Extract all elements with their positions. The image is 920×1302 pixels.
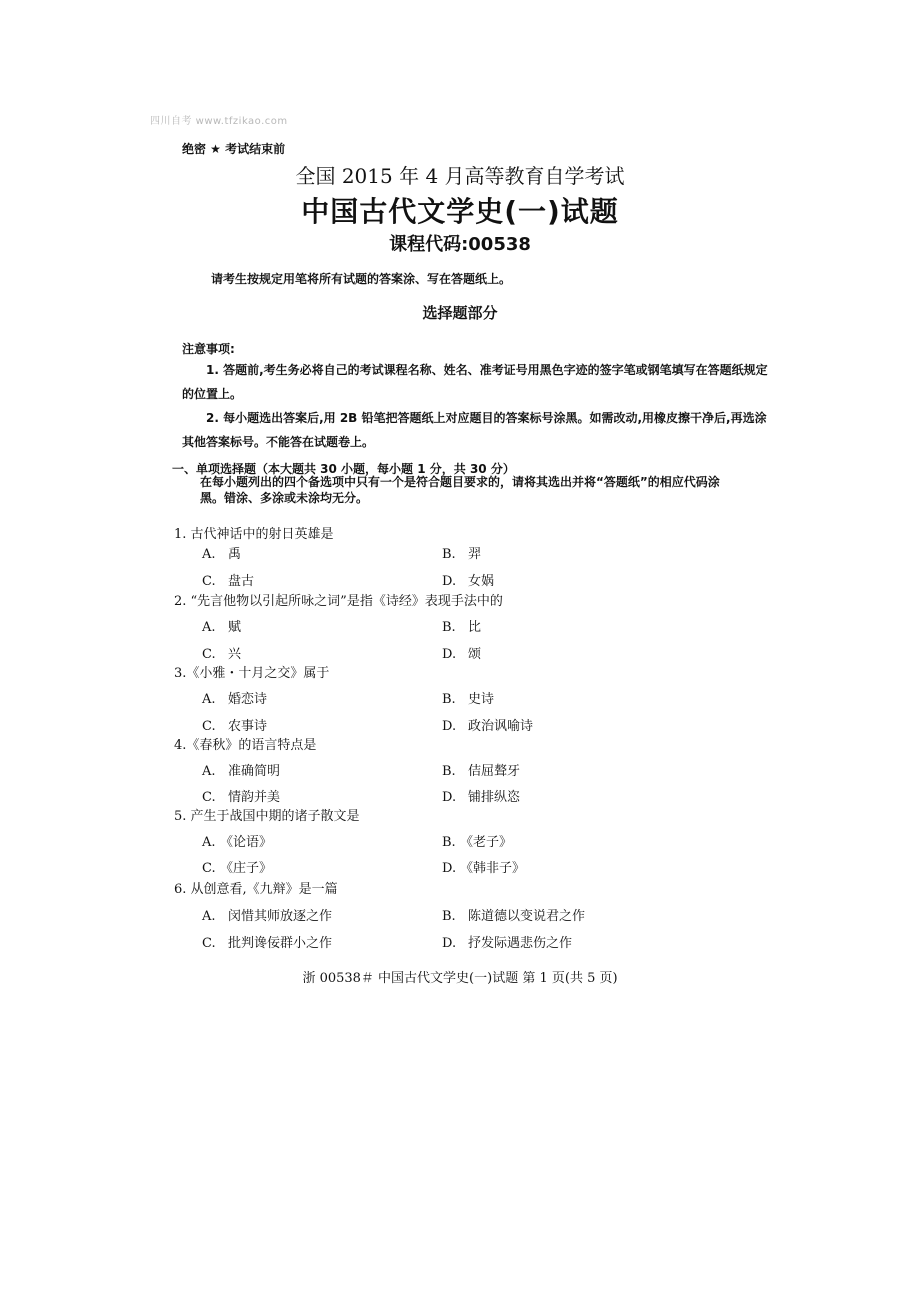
option-text: 陈道德以变说君之作 xyxy=(468,909,586,924)
question-stem: 1. 古代神话中的射日英雄是 xyxy=(174,527,334,542)
part-title: 一、单项选择题（本大题共 30 小题，每小题 1 分，共 30 分） xyxy=(172,462,515,476)
notes-title: 注意事项: xyxy=(182,342,235,356)
exam-title: 全国 2015 年 4 月高等教育自学考试 xyxy=(295,164,625,188)
option-text: 情韵并美 xyxy=(228,790,281,805)
question-stem: 5. 产生于战国中期的诸子散文是 xyxy=(174,809,360,824)
option-c xyxy=(202,643,241,662)
option-text: 《韩非子》 xyxy=(460,861,526,876)
option-label: B. xyxy=(442,620,456,635)
question-stem: 6. 从创意看,《九辩》是一篇 xyxy=(174,882,338,897)
option-text: 批判谗佞群小之作 xyxy=(228,936,333,951)
option-text: 农事诗 xyxy=(228,719,268,734)
option-label: B. xyxy=(442,547,456,562)
option-label: C. xyxy=(202,936,216,951)
option-label: A. xyxy=(202,692,216,707)
page-footer: 浙 00538＃ 中国古代文学史(一)试题 第 1 页(共 5 页) xyxy=(302,971,618,986)
option-text: 禹 xyxy=(228,547,242,562)
option-c xyxy=(202,932,332,951)
option-b xyxy=(442,760,520,779)
option-text: 史诗 xyxy=(468,692,495,707)
part-description: 在每小题列出的四个备选项中只有一个是符合题目要求的，请将其选出并将“答题纸”的相应代码涂黑。错涂、多涂或未涂均无分。 xyxy=(200,475,720,505)
option-label: C. xyxy=(202,790,216,805)
section-heading: 选择题部分 xyxy=(422,304,498,322)
option-label: A. xyxy=(202,835,216,850)
option-text: 抒发际遇悲伤之作 xyxy=(468,936,573,951)
option-label: D. xyxy=(442,861,457,876)
watermark: 四川自考 www.tfzikao.com xyxy=(150,116,288,127)
option-d xyxy=(442,570,494,589)
answer-instruction: 请考生按规定用笔将所有试题的答案涂、写在答题纸上。 xyxy=(211,272,512,286)
confidential-label: 绝密 ★ 考试结束前 xyxy=(182,142,286,156)
option-a xyxy=(202,831,272,850)
option-label: D. xyxy=(442,647,457,662)
option-c xyxy=(202,570,254,589)
option-d xyxy=(442,786,520,805)
option-text: 《老子》 xyxy=(460,835,513,850)
option-b xyxy=(442,905,585,924)
option-label: D. xyxy=(442,790,457,805)
option-d xyxy=(442,643,481,662)
option-text: 铺排纵恣 xyxy=(468,790,521,805)
option-label: C. xyxy=(202,574,216,589)
course-code: 课程代码:00538 xyxy=(389,234,531,255)
option-label: A. xyxy=(202,620,216,635)
option-a xyxy=(202,760,280,779)
option-a xyxy=(202,905,332,924)
option-label: D. xyxy=(442,936,457,951)
option-text: 颂 xyxy=(468,647,482,662)
option-text: 《庄子》 xyxy=(220,861,273,876)
option-b xyxy=(442,616,481,635)
option-a xyxy=(202,688,267,707)
question-stem: 2. “先言他物以引起所咏之词”是指《诗经》表现手法中的 xyxy=(174,594,503,609)
note-item: 2. 每小题选出答案后,用 2B 铅笔把答题纸上对应题目的答案标号涂黑。如需改动,用橡皮擦干净后,再选涂其他答案标号。不能答在试题卷上。 xyxy=(182,411,767,449)
option-label: A. xyxy=(202,547,216,562)
option-text: 准确简明 xyxy=(228,764,281,779)
option-label: D. xyxy=(442,719,457,734)
option-text: 女娲 xyxy=(468,574,495,589)
option-label: C. xyxy=(202,861,216,876)
option-label: B. xyxy=(442,692,456,707)
option-d xyxy=(442,857,525,876)
option-text: 比 xyxy=(468,620,482,635)
question-stem: 3.《小雅・十月之交》属于 xyxy=(174,666,330,681)
option-label: C. xyxy=(202,719,216,734)
option-a xyxy=(202,543,241,562)
paper-title: 中国古代文学史(一)试题 xyxy=(301,195,619,228)
option-label: C. xyxy=(202,647,216,662)
option-label: B. xyxy=(442,909,456,924)
note-item: 1. 答题前,考生务必将自己的考试课程名称、姓名、准考证号用黑色字迹的签字笔或钢笔填写在答题纸规定的位置上。 xyxy=(182,363,768,401)
option-text: 婚恋诗 xyxy=(228,692,268,707)
option-label: A. xyxy=(202,909,216,924)
option-d xyxy=(442,932,572,951)
option-c xyxy=(202,786,280,805)
option-label: B. xyxy=(442,835,456,850)
option-text: 佶屈聱牙 xyxy=(468,764,521,779)
option-c xyxy=(202,715,267,734)
option-text: 政治讽喻诗 xyxy=(468,719,534,734)
option-text: 盘古 xyxy=(228,574,255,589)
option-c xyxy=(202,857,272,876)
option-label: B. xyxy=(442,764,456,779)
option-a xyxy=(202,616,241,635)
option-d xyxy=(442,715,533,734)
option-text: 羿 xyxy=(468,547,482,562)
option-label: A. xyxy=(202,764,216,779)
option-label: D. xyxy=(442,574,457,589)
question-stem: 4.《春秋》的语言特点是 xyxy=(174,738,317,753)
option-text: 闵惜其师放逐之作 xyxy=(228,909,333,924)
option-text: 赋 xyxy=(228,620,242,635)
option-b xyxy=(442,543,481,562)
option-b xyxy=(442,831,512,850)
option-b xyxy=(442,688,494,707)
option-text: 《论语》 xyxy=(220,835,273,850)
option-text: 兴 xyxy=(228,647,242,662)
